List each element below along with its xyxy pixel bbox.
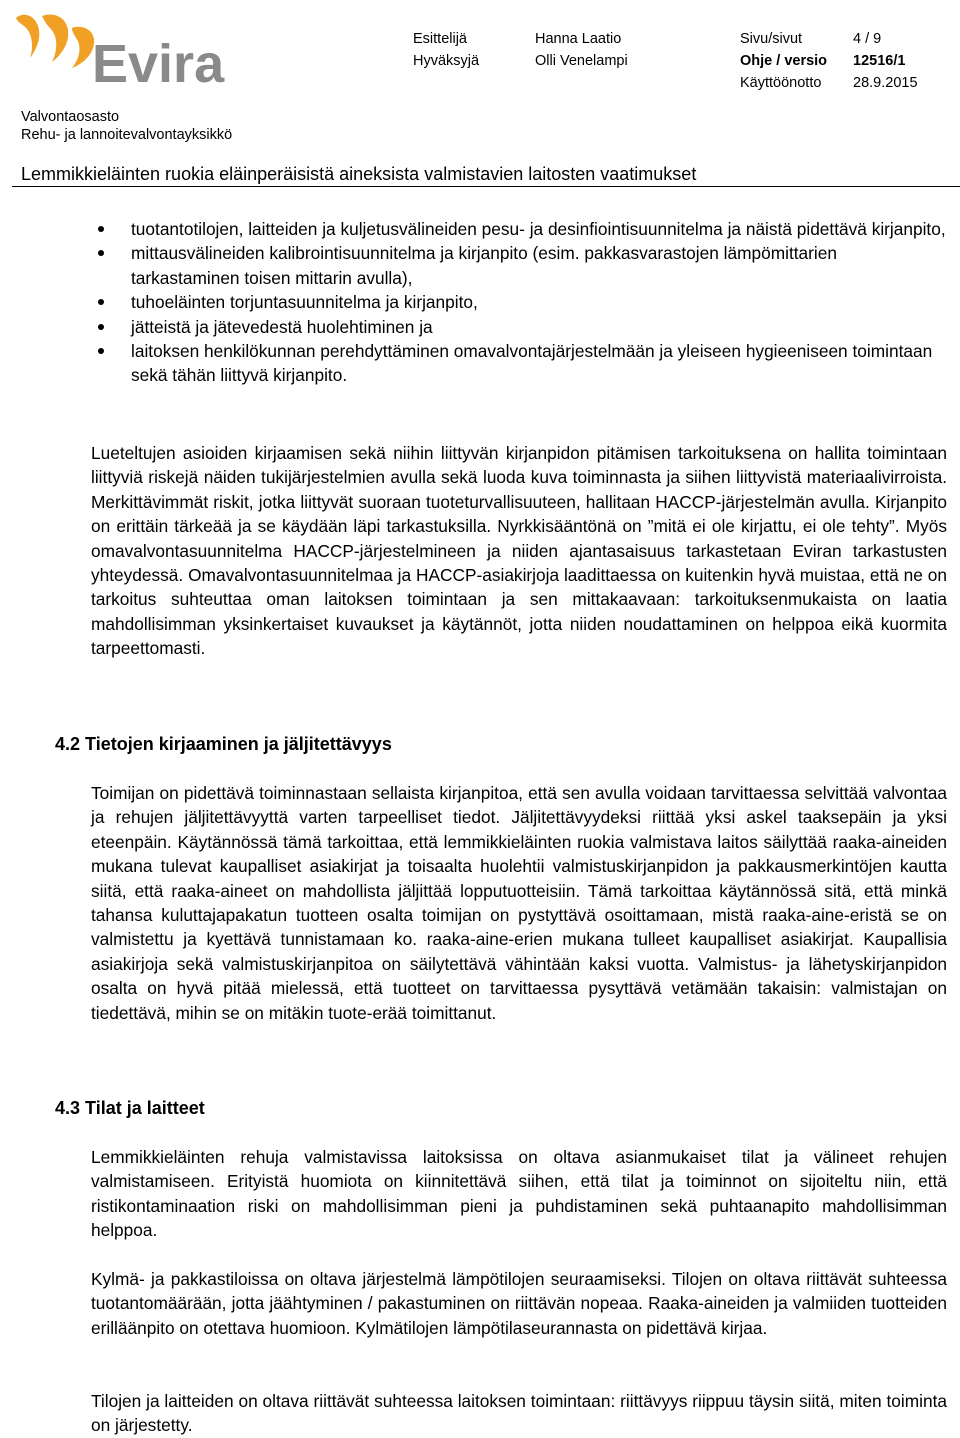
section-heading-4-3: 4.3 Tilat ja laitteet	[55, 1098, 205, 1118]
list-item: jätteistä ja jätevedestä huolehtiminen ja	[131, 315, 947, 339]
section-4-3-paragraph-3: Tilojen ja laitteiden on oltava riittävät suhteessa laitoksen toimintaan: riittävyys riippuu täysin siitä, miten toiminta on järjestetty.	[91, 1391, 947, 1436]
list-item: mittausvälineiden kalibrointisuunnitelma ja kirjanpito (esim. pakkasvarastojen lämpömittarien tarkastaminen toisen mittarin avulla),	[131, 241, 947, 290]
section-4-3-paragraph-2: Kylmä- ja pakkastiloissa on oltava järjestelmä lämpötilojen seuraamiseksi. Tilojen on oltava riittävät suhteessa tuotantomäärään, jotta jäähtyminen / pakastuminen on riittävän nopeaa. Raaka-aineiden ja valmiiden tuotteiden erilläänpito on otettava huomioon. Kylmätilojen lämpötilaseurannasta on pidettävä kirjaa.	[91, 1269, 947, 1338]
deploy-label: Käyttöönotto	[740, 75, 822, 91]
deploy-date: 28.9.2015	[853, 75, 918, 91]
list-item: laitoksen henkilökunnan perehdyttäminen omavalvontajärjestelmään ja yleiseen hygieeniseen toimintaan sekä tähän liittyvä kirjanpito.	[131, 339, 947, 388]
section-4-3-paragraph-1: Lemmikkieläinten rehuja valmistavissa laitoksissa on oltava asianmukaiset tilat ja välineet rehujen valmistamiseen. Erityistä huomiota on kiinnitettävä siihen, että tilat ja toiminnot on sijoiteltu niin, että ristikontaminaation riski on mahdollisimman pieni ja puhdistaminen sekä puhtaanapito mahdollisimman helppoa.	[91, 1147, 947, 1241]
document-title: Lemmikkieläinten ruokia eläinperäisistä aineksista valmistavien laitosten vaatimukset	[21, 164, 697, 184]
department: Valvontaosasto	[21, 109, 120, 125]
approver-name: Olli Venelampi	[535, 53, 628, 69]
bullet-icon	[98, 348, 104, 354]
unit: Rehu- ja lannoitevalvontayksikkö	[21, 127, 233, 143]
section-heading-4-2: 4.2 Tietojen kirjaaminen ja jäljitettävyys	[55, 734, 392, 754]
page-label: Sivu/sivut	[740, 31, 803, 47]
version-value: 12516/1	[853, 53, 906, 69]
page-value: 4 / 9	[853, 31, 882, 47]
evira-logo-text: Evira	[92, 34, 225, 90]
header-divider	[12, 186, 960, 187]
section-4-2-paragraph: Toimijan on pidettävä toiminnastaan sellaista kirjanpitoa, että sen avulla voidaan tarvittaessa selvittää valvontaa ja rehujen jäljitettävyyttä varten tarpeelliset tiedot. Jäljitettävyydeksi riittää yksi askel taaksepäin ja yksi eteenpäin. Käytännössä tämä tarkoittaa, että lemmikkieläinten ruokia valmistava laitos säilyttää raaka-aineiden mukana tulevat kaupalliset asiakirjat ja toisaalta huolehtii valmistuskirjanpidon ja pakkausmerkintöjen kautta siitä, että raaka-aineet on mahdollista jäljittää lopputuotteisiin. Tämä tarkoittaa käytännössä sitä, että minkä tahansa kuluttajapakatun tuotteen osalta toimijan on pystyttävä osoittamaan, mistä raaka-aine-eristä se on valmistettu ja kyettävä tunnistamaan ko. raaka-aine-erien mukana tulleet kaupalliset asiakirjat. Kaupallisia asiakirjoja sekä valmistuskirjanpitoa on säilytettävä vähintään kaksi vuotta. Valmistus- ja lähetyskirjanpidon osalta on hyvä pitää mielessä, että tuotteet on tarvittaessa pysyttävä vetämään takaisin: valmistajan on tiedettävä, mihin se on mitäkin tuote-erää toimittanut.	[91, 783, 947, 1023]
bullet-icon	[98, 250, 104, 256]
list-item: tuotantotilojen, laitteiden ja kuljetusvälineiden pesu- ja desinfiointisuunnitelma ja näistä pidettävä kirjanpito,	[131, 217, 947, 241]
evira-logo	[12, 10, 262, 90]
intro-paragraph: Lueteltujen asioiden kirjaamisen sekä niihin liittyvän kirjanpidon pitämisen tarkoituksena on hallita toimintaan liittyviä riskejä näiden tukijärjestelmien avulla sekä luoda kuva toiminnasta ja siihen liittyvistä materiaalivirroista. Merkittävimmät riskit, jotka liittyvät suoraan tuoteturvallisuuteen, hallitaan HACCP-järjestelmän avulla. Kirjanpito on erittäin tärkeää ja se käydään läpi tarkastuksilla. Nyrkkisääntönä on ”mitä ei ole kirjattu, ei ole tehty”. Myös omavalvontasuunnitelma HACCP-järjestelmineen ja niiden ajantasaisuus tarkastetaan Eviran tarkastusten yhteydessä. Omavalvontasuunnitelmaa ja HACCP-asiakirjoja laadittaessa on kuitenkin hyvä muistaa, että ne on tarkoitus suhteuttaa oman laitoksen toimintaan ja sen mittakaavaan: tarkoituksenmukaista on laatia mahdollisimman yksinkertaiset kuvaukset ja käytännöt, jotta niiden noudattaminen on helppoa eikä kuormita tarpeettomasti.	[91, 443, 947, 659]
version-label: Ohje / versio	[740, 53, 828, 69]
bullet-icon	[98, 226, 104, 232]
evira-leaf-icon	[16, 15, 94, 68]
list-item: tuhoeläinten torjuntasuunnitelma ja kirjanpito,	[131, 290, 947, 314]
approver-label: Hyväksyjä	[413, 53, 480, 69]
author-name: Hanna Laatio	[535, 31, 622, 47]
author-label: Esittelijä	[413, 31, 467, 47]
requirements-list	[131, 217, 947, 388]
bullet-icon	[98, 299, 104, 305]
bullet-icon	[98, 324, 104, 330]
